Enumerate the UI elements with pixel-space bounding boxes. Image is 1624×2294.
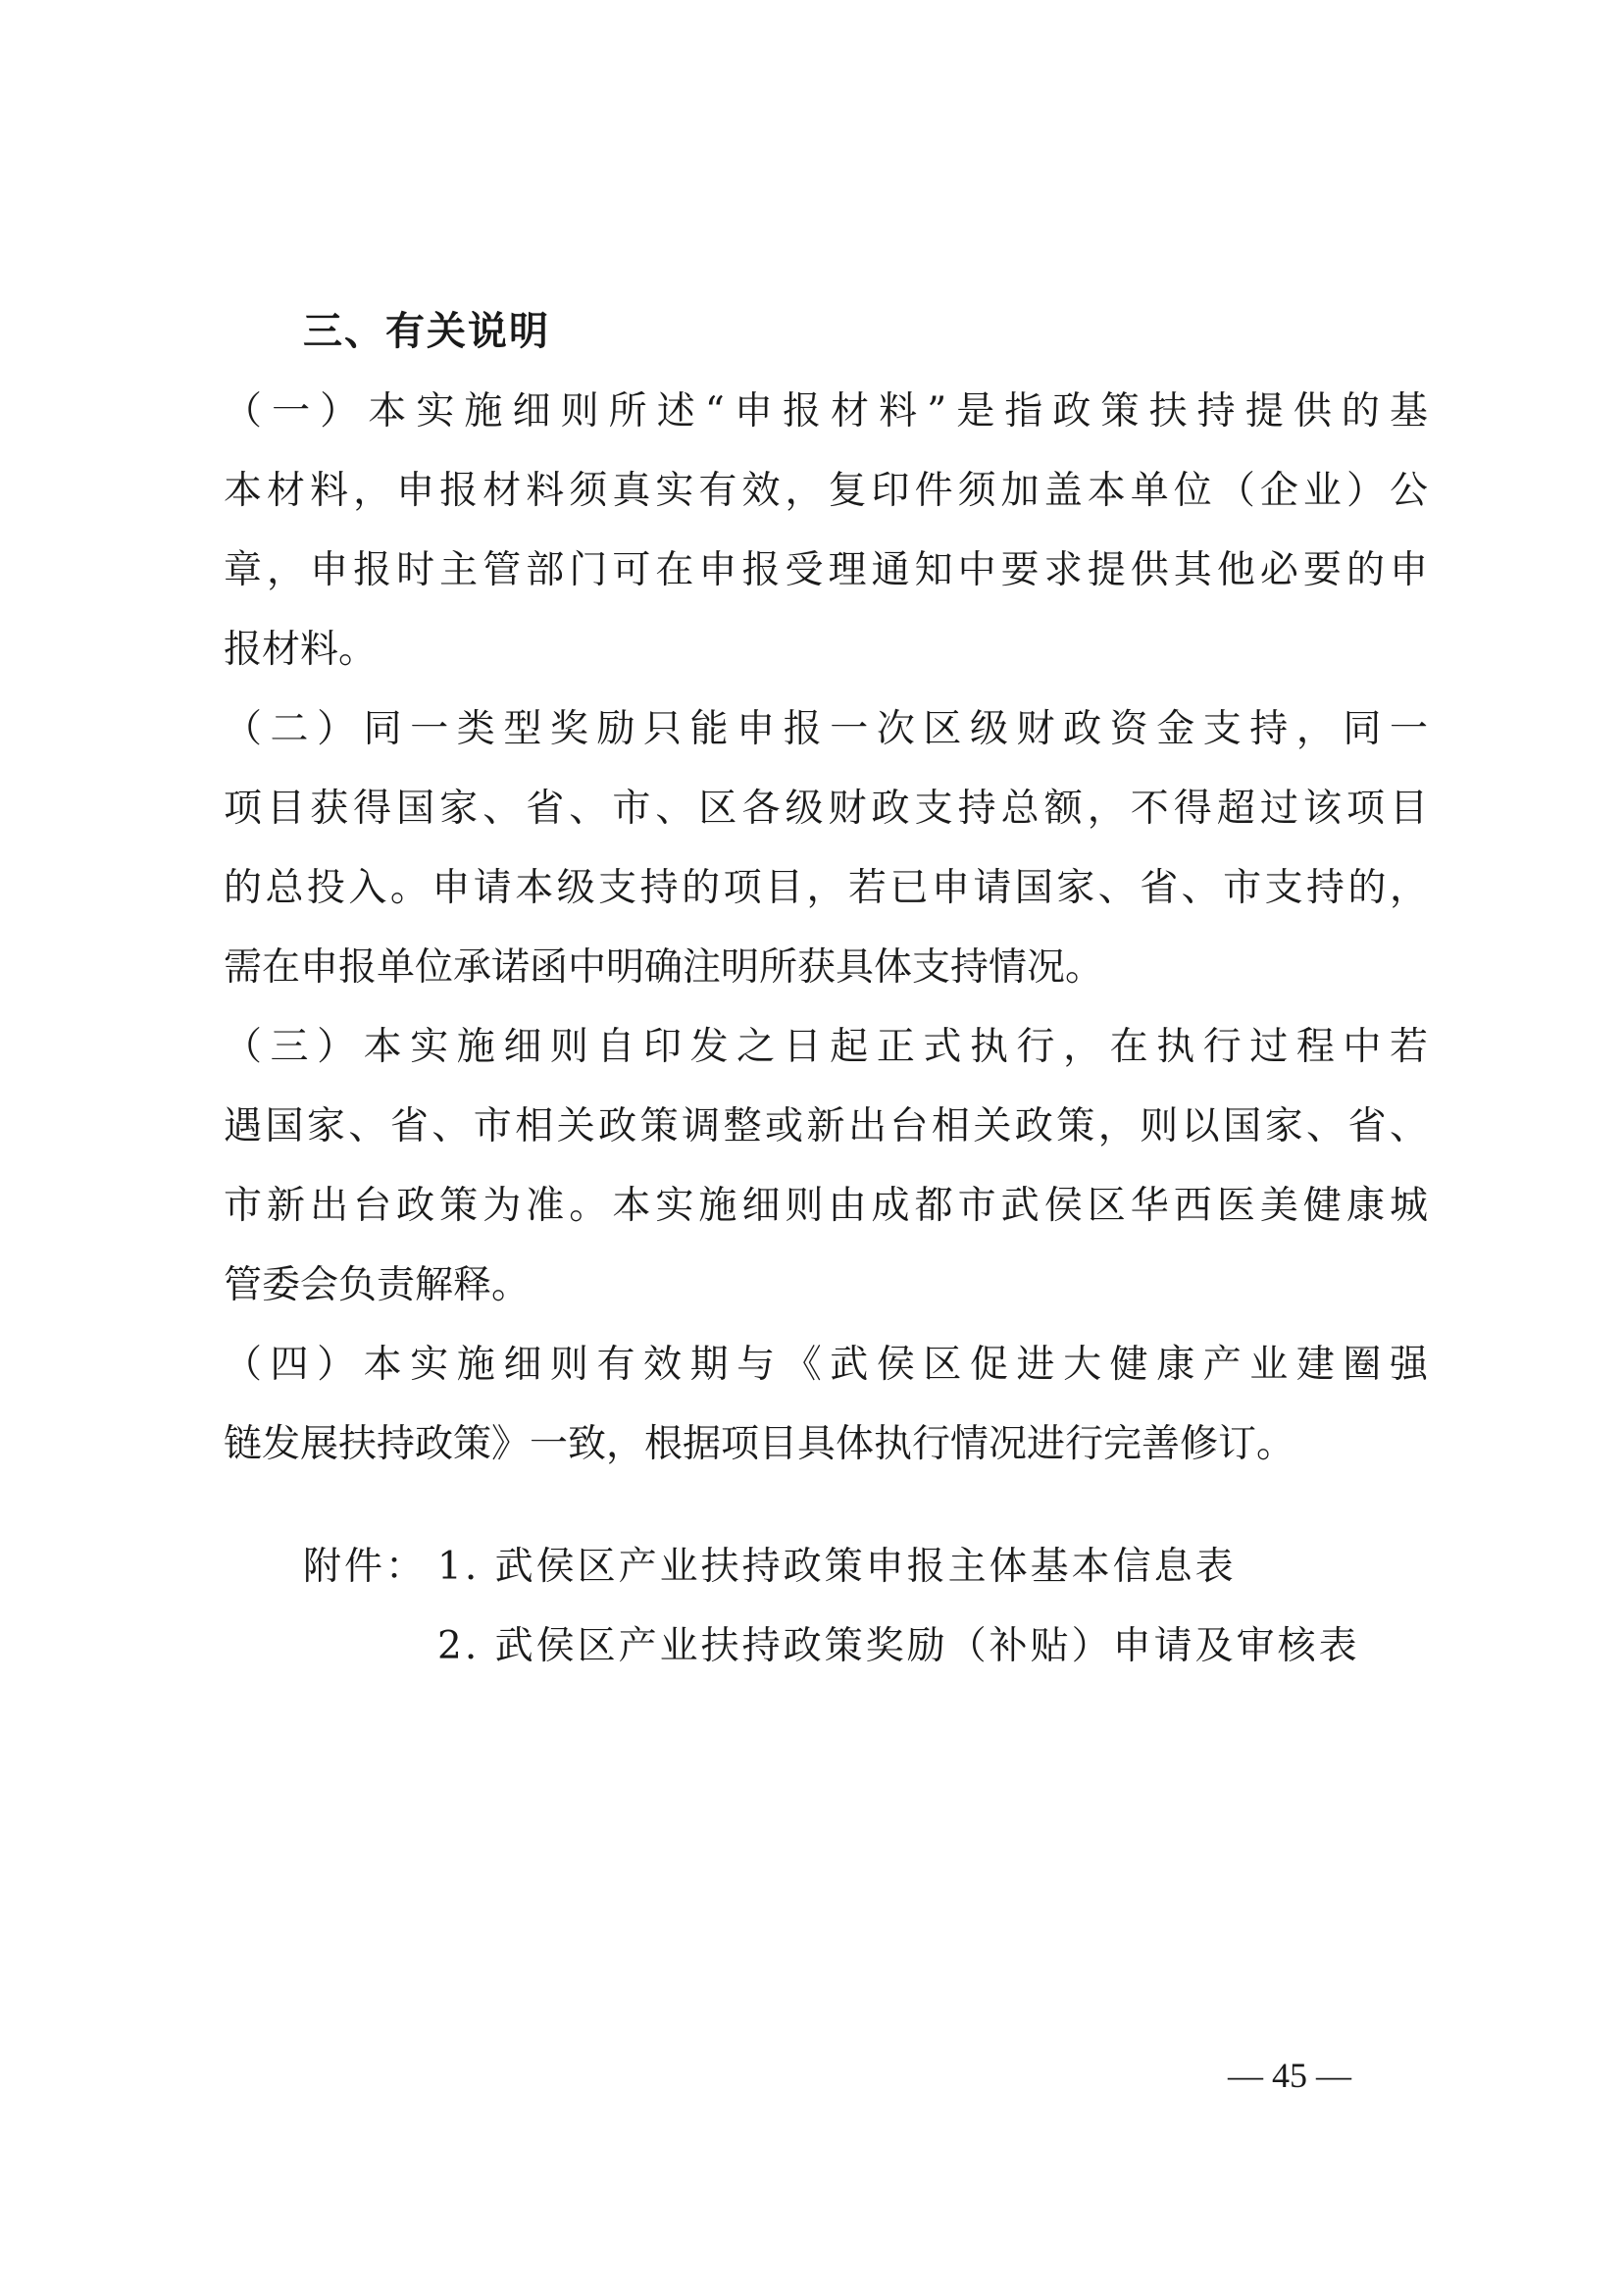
- attachment-item-1: 1. 武侯区产业扶持政策申报主体基本信息表: [437, 1545, 1237, 1589]
- page-number: — 45 —: [1228, 2056, 1351, 2095]
- paragraph-2-line-3: 的总投入。申请本级支持的项目，若已申请国家、省、市支持的，: [224, 866, 1428, 910]
- paragraph-2-line-2: 项目获得国家、省、市、区各级财政支持总额，不得超过该项目: [224, 787, 1428, 831]
- attachments-label: 附件：: [303, 1545, 428, 1589]
- paragraph-1-line-2: 本材料，申报材料须真实有效，复印件须加盖本单位（企业）公: [224, 469, 1428, 513]
- paragraph-1-line-3: 章，申报时主管部门可在申报受理通知中要求提供其他必要的申: [224, 548, 1428, 592]
- paragraph-2-line-4: 需在申报单位承诺函中明确注明所获具体支持情况。: [224, 945, 1104, 990]
- paragraph-3-line-2: 遇国家、省、市相关政策调整或新出台相关政策，则以国家、省、: [224, 1104, 1428, 1148]
- paragraph-1-line-4: 报材料。: [224, 628, 378, 672]
- attachment-item-2: 2. 武侯区产业扶持政策奖励（补贴）申请及审核表: [437, 1624, 1360, 1668]
- paragraph-4-line-1: （四）本实施细则有效期与《武侯区促进大健康产业建圈强: [224, 1343, 1428, 1387]
- section-heading: 三、有关说明: [303, 309, 550, 354]
- paragraph-4-line-2: 链发展扶持政策》一致，根据项目具体执行情况进行完善修订。: [224, 1422, 1295, 1466]
- paragraph-2-line-1: （二）同一类型奖励只能申报一次区级财政资金支持，同一: [224, 707, 1428, 751]
- paragraph-1-line-1: （一）本实施细则所述“申报材料”是指政策扶持提供的基: [224, 389, 1428, 433]
- paragraph-3-line-1: （三）本实施细则自印发之日起正式执行，在执行过程中若: [224, 1025, 1428, 1069]
- paragraph-3-line-3: 市新出台政策为准。本实施细则由成都市武侯区华西医美健康城: [224, 1184, 1428, 1228]
- paragraph-3-line-4: 管委会负责解释。: [224, 1263, 531, 1307]
